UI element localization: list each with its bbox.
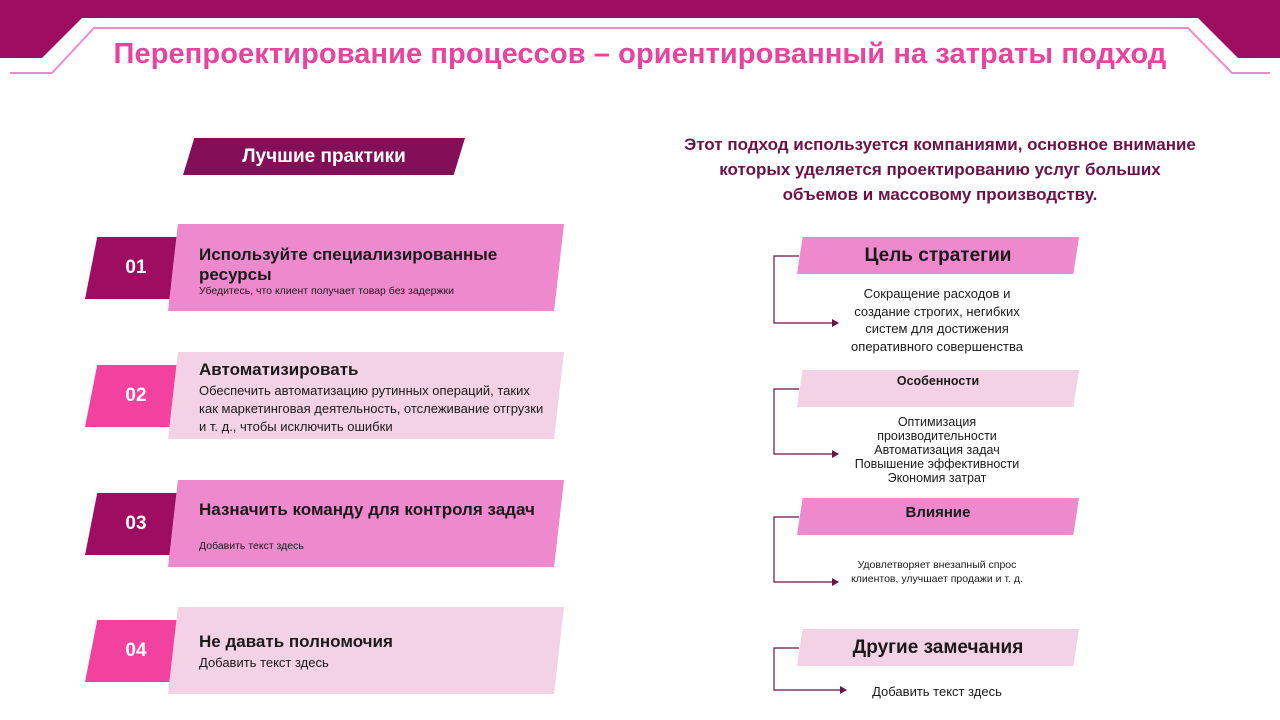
strategy-goal-text: Сокращение расходов и создание строгих, негибких систем для достижения оперативного совершенства — [851, 286, 1023, 354]
features-text: Оптимизация производительности Автоматизация задач Повышение эффективности Экономия затрат — [854, 415, 1020, 485]
step-number-03: 03 — [125, 513, 147, 534]
practice-title-04: Не давать полномочия — [199, 632, 393, 651]
practice-title-02: Автоматизировать — [199, 360, 359, 379]
practice-desc-01: Убедитесь, что клиент получает товар без задержки — [199, 285, 454, 297]
features-connector — [770, 387, 840, 461]
strategy-goal-connector — [770, 254, 840, 330]
impact-connector — [770, 515, 840, 589]
impact-text: Удовлетворяет внезапный спрос клиентов, улучшает продажи и т. д. — [851, 559, 1023, 585]
other-notes-connector — [770, 646, 850, 696]
impact-label: Влияние — [905, 504, 971, 521]
practice-desc-04: Добавить текст здесь — [199, 655, 329, 670]
step-number-01: 01 — [125, 257, 147, 278]
features-label: Особенности — [896, 374, 980, 388]
strategy-goal-label: Цель стратегии — [864, 245, 1012, 266]
practice-title-01: Используйте специализированные ресурсы — [199, 245, 498, 284]
other-notes-label: Другие замечания — [852, 637, 1024, 658]
practice-desc-03: Добавить текст здесь — [199, 540, 304, 552]
practice-title-03: Назначить команду для контроля задач — [199, 500, 535, 519]
other-notes-text: Добавить текст здесь — [872, 684, 1002, 699]
approach-description: Этот подход используется компаниями, основное внимание которых уделяется проектированию услуг больших объемов и массовому производству. — [684, 135, 1196, 204]
step-number-04: 04 — [125, 640, 147, 661]
practice-desc-02: Обеспечить автоматизацию рутинных операций, таких как маркетинговая деятельность, отслеживание отгрузки и т. д., чтобы исключить ошибки — [199, 383, 544, 434]
page-title: Перепроектирование процессов – ориентированный на затраты подход — [113, 38, 1167, 70]
best-practices-label: Лучшие практики — [242, 146, 406, 167]
step-number-02: 02 — [125, 385, 147, 406]
